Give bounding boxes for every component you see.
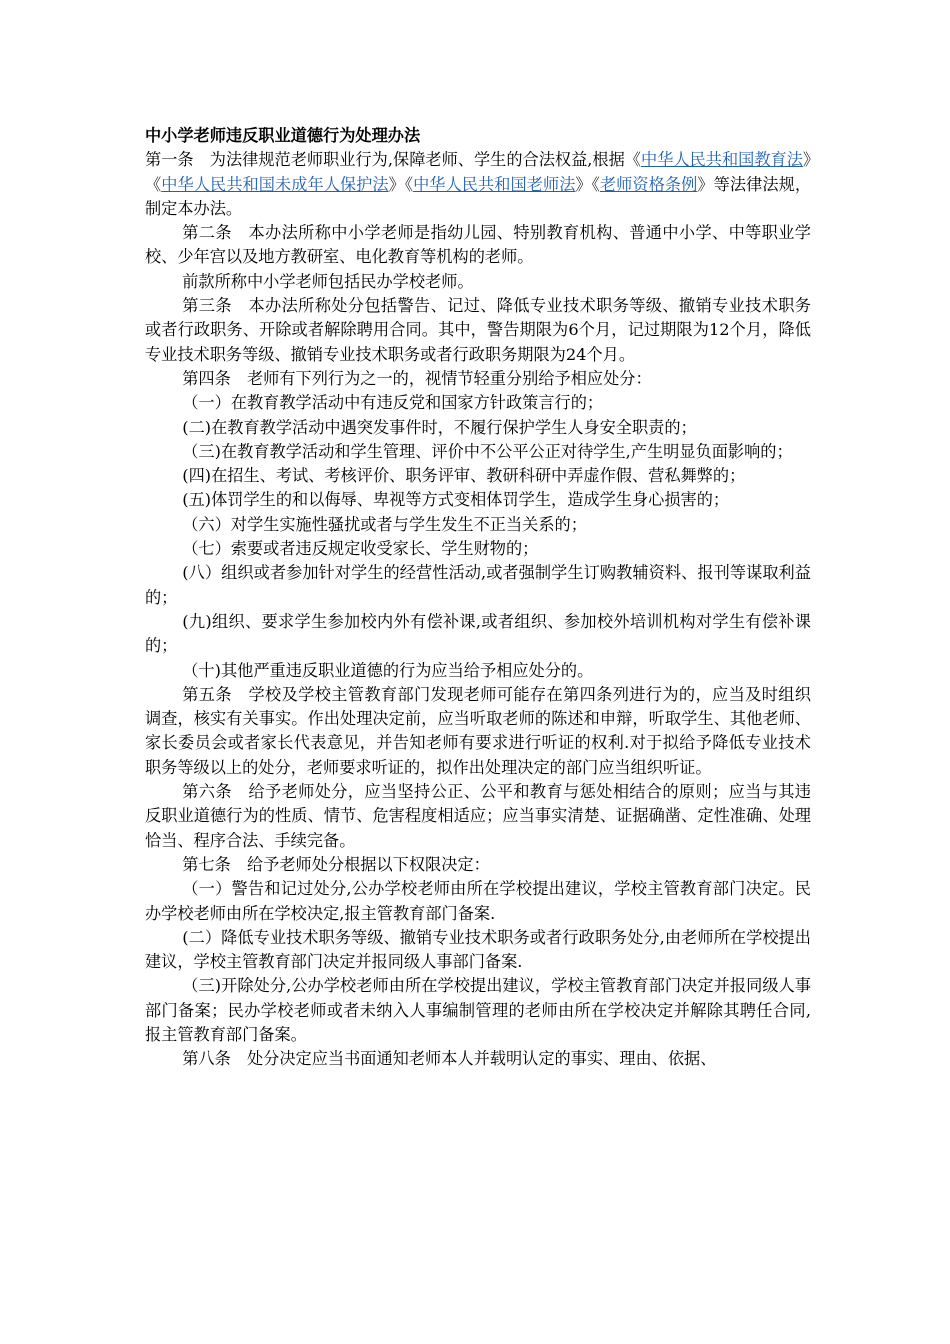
article-4-item-1: （一）在教育教学活动中有违反党和国家方针政策言行的； [182,393,604,413]
article-4-item-5: (五)体罚学生的和以侮辱、卑视等方式变相体罚学生，造成学生身心损害的； [182,490,730,510]
article-5: 第五条 学校及学校主管教育部门发现老师可能存在第四条列进行为的，应当及时组织调查，核实有关事实。作出处理决定前，应当听取老师的陈述和申辩，听取学生、其他老师、家长委员会或者家长代表意见，并告知老师有要求进行听证的权利.对于拟给予降低专业技术职务等级以上的处分，老师要求听证的，拟作出处理决定的部门应当组织听证。 [145,684,811,777]
article-4-item-4: (四)在招生、考试、考核评价、职务评审、教研科研中弄虚作假、营私舞弊的； [182,466,746,486]
article-4-item-6: （六）对学生实施性骚扰或者与学生发生不正当关系的； [182,514,587,534]
article-4-item-9: (九)组织、要求学生参加校内外有偿补课,或者组织、参加校外培训机构对学生有偿补课的； [145,611,811,656]
minor-protection-law-link[interactable]: 中华人民共和国未成年人保护法 [161,174,389,194]
article-7-item-3: （三)开除处分,公办学校老师由所在学校提出建议，学校主管教育部门决定并报同级人事部门备案；民办学校老师或者未纳入人事编制管理的老师由所在学校决定并解除其聘任合同,报主管教育部门备案。 [145,976,811,1044]
teacher-qualification-regulation-link[interactable]: 老师资格条例 [599,174,698,194]
article-3: 第三条 本办法所称处分包括警告、记过、降低专业技术职务等级、撤销专业技术职务或者行政职务、开除或者解除聘用合同。其中，警告期限为6个月，记过期限为12个月，降低专业技术职务等级、撤销专业技术职务或者行政职务期限为24个月。 [145,296,811,364]
article-1-text-2: 》《 [145,150,811,194]
document-page [145,124,811,1072]
article-7-item-1: （一）警告和记过处分,公办学校老师由所在学校提出建议，学校主管教育部门决定。民办学校老师由所在学校决定,报主管教育部门备案. [145,879,811,923]
document-title: 中小学老师违反职业道德行为处理办法 [145,126,421,145]
teachers-law-link[interactable]: 中华人民共和国老师法 [413,174,576,194]
article-7-item-2: (二）降低专业技术职务等级、撤销专业技术职务或者行政职务处分,由老师所在学校提出建议，学校主管教育部门决定并报同级人事部门备案. [145,927,811,972]
article-4-item-3: （三)在教育教学活动和学生管理、评价中不公平公正对待学生,产生明显负面影响的； [182,441,793,461]
article-1-text-3: 》《 [388,174,414,194]
article-2: 第二条 本办法所称中小学老师是指幼儿园、特别教育机构、普通中小学、中等职业学校、少年宫以及地方教研室、电化教育等机构的老师。 [145,223,811,267]
article-8: 第八条 处分决定应当书面通知老师本人并载明认定的事实、理由、依据、 [182,1049,717,1069]
article-1-text-4: 》《 [575,174,600,194]
article-4-item-7: （七）索要或者违反规定收受家长、学生财物的； [182,539,539,559]
article-4-item-10: （十)其他严重违反职业道德的行为应当给予相应处分的。 [182,660,594,680]
article-1-text-5: 》等法律法规，制定本办法。 [145,174,812,218]
article-6: 第六条 给予老师处分，应当坚持公正、公平和教育与惩处相结合的原则；应当与其违反职业道德行为的性质、情节、危害程度相适应；应当事实清楚、证据确凿、定性准确、处理恰当、程序合法、手续完备。 [145,782,811,850]
article-4: 第四条 老师有下列行为之一的，视情节轻重分别给予相应处分： [182,368,652,388]
article-4-item-8: (八）组织或者参加针对学生的经营性活动,或者强制学生订购教辅资料、报刊等谋取利益的； [145,563,811,607]
article-1-text-1: 第一条 为法律规范老师职业行为,保障老师、学生的合法权益,根据《 [145,150,641,170]
article-4-item-2: (二)在教育教学活动中遇突发事件时，不履行保护学生人身安全职责的； [182,417,697,437]
article-7: 第七条 给予老师处分根据以下权限决定： [182,854,490,874]
education-law-link[interactable]: 中华人民共和国教育法 [641,150,803,170]
article-1 [145,148,811,221]
article-2-note: 前款所称中小学老师包括民办学校老师。 [182,271,474,291]
